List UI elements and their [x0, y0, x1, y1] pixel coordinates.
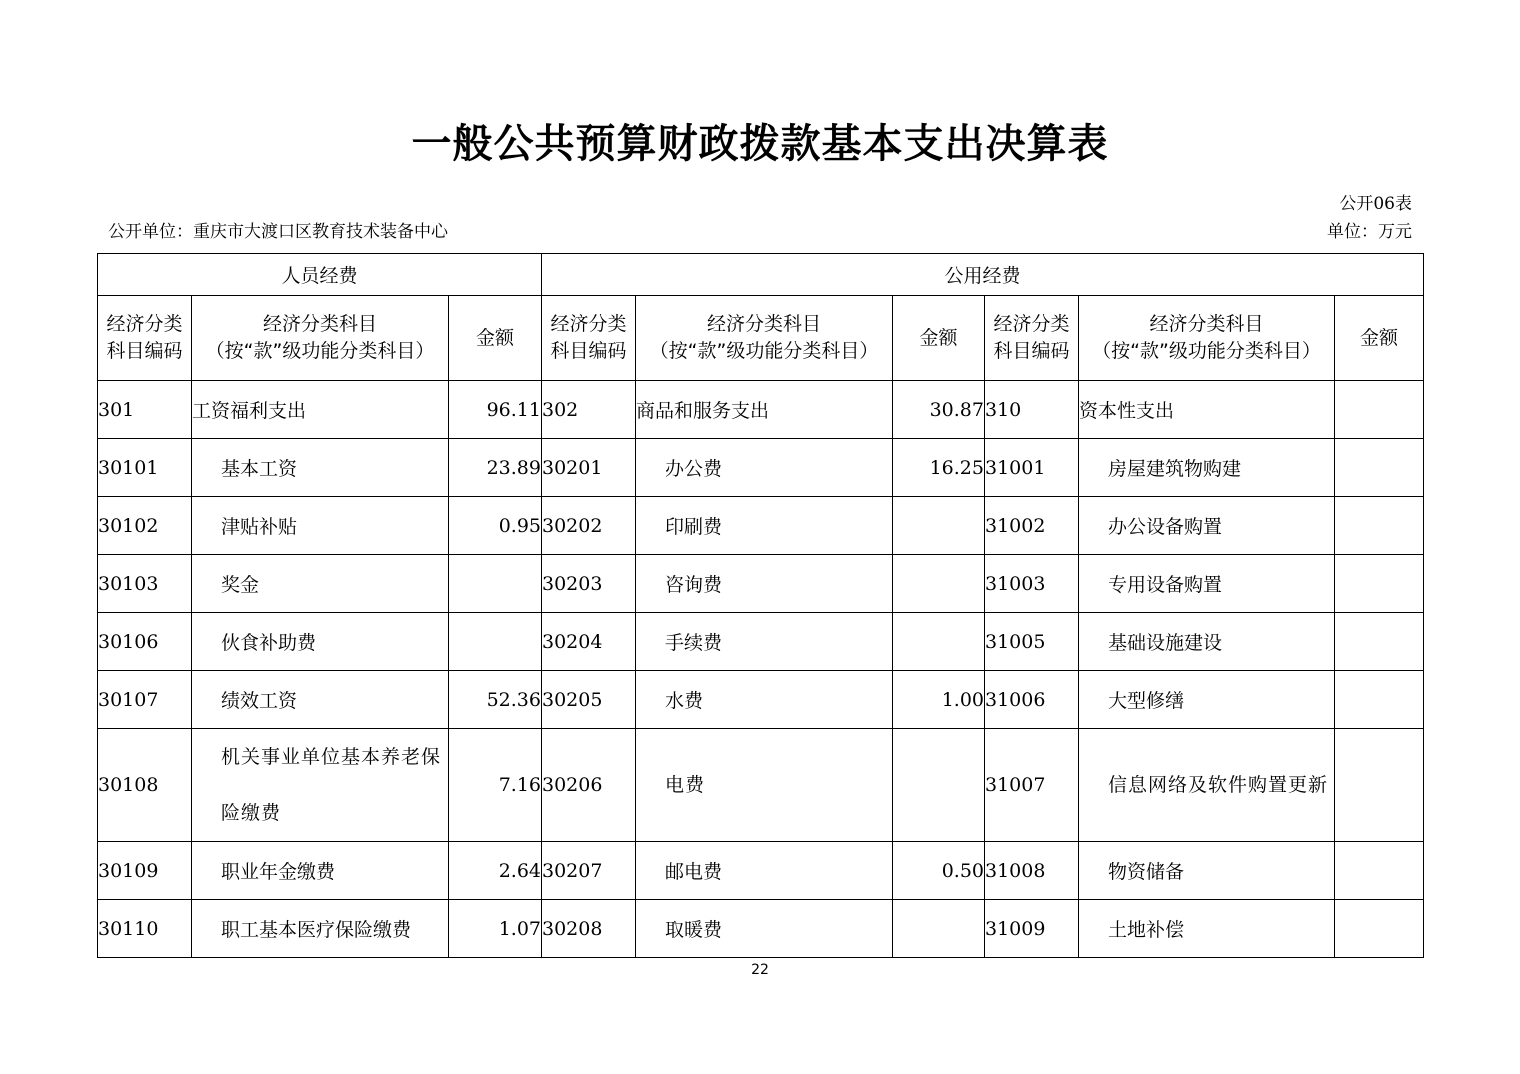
code-cell: 31009 — [985, 900, 1079, 958]
amount-cell — [1335, 842, 1424, 900]
amount-header: 金额 — [1335, 296, 1424, 381]
amount-cell — [893, 555, 985, 613]
code-cell: 30110 — [98, 900, 192, 958]
table-row — [98, 555, 1424, 613]
amount-cell: 0.95 — [449, 497, 542, 555]
name-cell: 办公设备购置 — [1079, 497, 1335, 555]
name-cell: 伙食补助费 — [192, 613, 449, 671]
code-cell: 30108 — [98, 729, 192, 842]
table-row — [98, 671, 1424, 729]
amount-cell — [1335, 613, 1424, 671]
name-cell: 津贴补贴 — [192, 497, 449, 555]
code-cell: 31005 — [985, 613, 1079, 671]
name-cell: 职业年金缴费 — [192, 842, 449, 900]
code-cell: 30207 — [542, 842, 636, 900]
table-row — [98, 842, 1424, 900]
code-cell: 30201 — [542, 439, 636, 497]
name-cell: 奖金 — [192, 555, 449, 613]
amount-cell: 30.87 — [893, 381, 985, 439]
table-row — [98, 497, 1424, 555]
code-cell: 30103 — [98, 555, 192, 613]
name-cell: 手续费 — [636, 613, 893, 671]
amount-header: 金额 — [449, 296, 542, 381]
code-cell: 30109 — [98, 842, 192, 900]
code-cell: 30202 — [542, 497, 636, 555]
amount-cell — [893, 497, 985, 555]
budget-table — [97, 253, 1424, 958]
name-cell: 信息网络及软件购置更新 — [1079, 729, 1335, 842]
name-cell: 水费 — [636, 671, 893, 729]
amount-header: 金额 — [893, 296, 985, 381]
amount-cell — [1335, 729, 1424, 842]
table-row — [98, 729, 1424, 842]
name-cell: 商品和服务支出 — [636, 381, 893, 439]
code-cell: 302 — [542, 381, 636, 439]
name-cell: 资本性支出 — [1079, 381, 1335, 439]
name-cell: 取暖费 — [636, 900, 893, 958]
currency-unit: 单位：万元 — [1327, 222, 1412, 242]
amount-cell — [1335, 439, 1424, 497]
amount-cell — [893, 900, 985, 958]
code-cell: 30206 — [542, 729, 636, 842]
code-cell: 30107 — [98, 671, 192, 729]
page-title: 一般公共预算财政拨款基本支出决算表 — [411, 121, 1109, 167]
amount-cell — [449, 555, 542, 613]
code-cell: 31002 — [985, 497, 1079, 555]
code-cell: 310 — [985, 381, 1079, 439]
form-number: 公开06表 — [1339, 194, 1412, 214]
table-row — [98, 613, 1424, 671]
name-cell: 工资福利支出 — [192, 381, 449, 439]
table-row — [98, 439, 1424, 497]
amount-cell — [1335, 497, 1424, 555]
amount-cell: 52.36 — [449, 671, 542, 729]
reporting-unit: 公开单位：重庆市大渡口区教育技术装备中心 — [108, 222, 448, 242]
code-cell: 301 — [98, 381, 192, 439]
code-cell: 30205 — [542, 671, 636, 729]
code-cell: 30106 — [98, 613, 192, 671]
amount-cell — [449, 613, 542, 671]
code-header: 经济分类 科目编码 — [542, 296, 636, 381]
name-cell: 房屋建筑物购建 — [1079, 439, 1335, 497]
code-cell: 31008 — [985, 842, 1079, 900]
code-cell: 30203 — [542, 555, 636, 613]
name-header: 经济分类科目 （按“款”级功能分类科目） — [192, 296, 449, 381]
table-row — [98, 381, 1424, 439]
code-cell: 31006 — [985, 671, 1079, 729]
code-cell: 31007 — [985, 729, 1079, 842]
code-cell: 30208 — [542, 900, 636, 958]
amount-cell: 7.16 — [449, 729, 542, 842]
amount-cell — [1335, 900, 1424, 958]
amount-cell: 96.11 — [449, 381, 542, 439]
code-cell: 30101 — [98, 439, 192, 497]
name-cell: 电费 — [636, 729, 893, 842]
name-cell: 绩效工资 — [192, 671, 449, 729]
amount-cell: 1.00 — [893, 671, 985, 729]
amount-cell — [893, 613, 985, 671]
table-row — [98, 900, 1424, 958]
page-number: 22 — [751, 962, 769, 978]
amount-cell: 16.25 — [893, 439, 985, 497]
code-header: 经济分类 科目编码 — [985, 296, 1079, 381]
name-cell: 基础设施建设 — [1079, 613, 1335, 671]
name-cell: 土地补偿 — [1079, 900, 1335, 958]
amount-cell: 0.50 — [893, 842, 985, 900]
code-cell: 30102 — [98, 497, 192, 555]
name-cell: 办公费 — [636, 439, 893, 497]
name-cell: 大型修缮 — [1079, 671, 1335, 729]
amount-cell — [1335, 555, 1424, 613]
name-cell: 专用设备购置 — [1079, 555, 1335, 613]
code-cell: 30204 — [542, 613, 636, 671]
name-header: 经济分类科目 （按“款”级功能分类科目） — [1079, 296, 1335, 381]
amount-cell: 2.64 — [449, 842, 542, 900]
personnel-header: 人员经费 — [98, 254, 542, 296]
name-cell: 物资储备 — [1079, 842, 1335, 900]
name-cell: 职工基本医疗保险缴费 — [192, 900, 449, 958]
name-header: 经济分类科目 （按“款”级功能分类科目） — [636, 296, 893, 381]
name-cell: 咨询费 — [636, 555, 893, 613]
code-cell: 31003 — [985, 555, 1079, 613]
amount-cell — [1335, 381, 1424, 439]
code-header: 经济分类 科目编码 — [98, 296, 192, 381]
amount-cell — [893, 729, 985, 842]
column-header-row — [98, 296, 1424, 381]
name-cell: 印刷费 — [636, 497, 893, 555]
group-header-row — [98, 254, 1424, 296]
amount-cell — [1335, 671, 1424, 729]
name-cell: 机关事业单位基本养老保险缴费 — [192, 729, 449, 842]
name-cell: 基本工资 — [192, 439, 449, 497]
amount-cell: 23.89 — [449, 439, 542, 497]
amount-cell: 1.07 — [449, 900, 542, 958]
code-cell: 31001 — [985, 439, 1079, 497]
name-cell: 邮电费 — [636, 842, 893, 900]
public-header: 公用经费 — [542, 254, 1424, 296]
